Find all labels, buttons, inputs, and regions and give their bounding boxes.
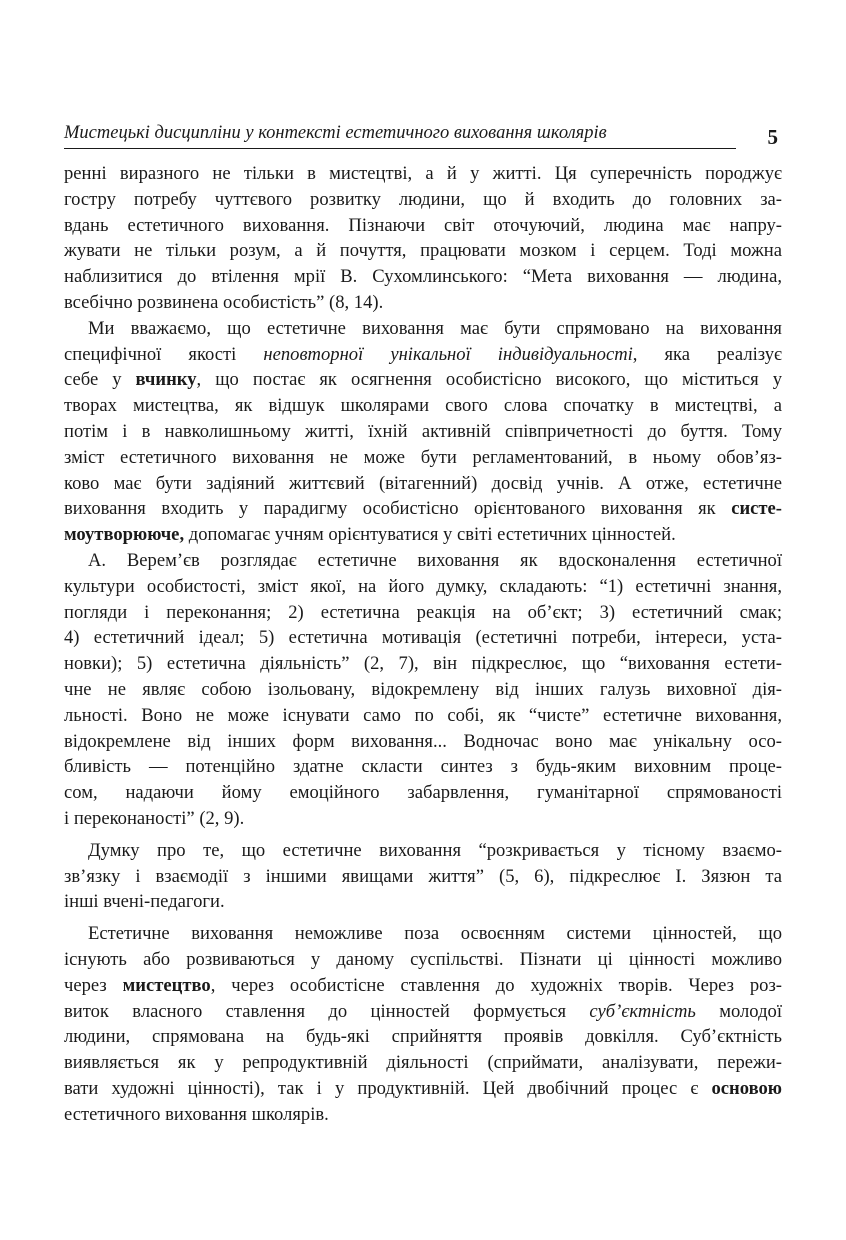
text-line: специфічної якості неповторної унікальної індивідуальності, яка реалізує — [64, 343, 782, 365]
bold-term: основою — [711, 1077, 782, 1099]
text-line: наблизитися до втілення мрії В. Сухомлинського: “Мета виховання — людина, — [64, 266, 782, 288]
text-line: ково має бути задіяний життєвий (вітагенний) досвід учнів. А отже, естетичне — [64, 472, 782, 494]
running-title: Мистецькі дисципліни у контексті естетичного виховання школярів — [64, 123, 607, 143]
text-line: виховання входить у парадигму особистісно орієнтованого виховання як систе- — [64, 498, 782, 520]
text-line: людини, спрямована на будь-які сприйняття проявів довкілля. Суб’єктність — [64, 1026, 782, 1048]
text-line: моутворююче, допомагає учням орієнтуватися у світі естетичних цінностей. — [64, 524, 676, 546]
paragraph — [64, 316, 782, 548]
text-line: Естетичне виховання неможливе поза освоєнням системи цінностей, що — [88, 923, 782, 945]
text-line: інші вчені-педагоги. — [64, 891, 225, 913]
text-line: Думку про те, що естетичне виховання “розкривається у тісному взаємо- — [88, 839, 782, 861]
text-line: культури особистості, зміст якої, на його думку, складають: “1) естетичні знання, — [64, 575, 782, 597]
text-line: всебічно розвинена особистість” (8, 14). — [64, 291, 384, 313]
text-line: виток власного ставлення до цінностей формується суб’єктність молодої — [64, 1000, 782, 1022]
text-line: естетичного виховання школярів. — [64, 1103, 329, 1125]
header-rule — [64, 148, 736, 149]
text-line: відокремлене від інших форм виховання... Водночас воно має унікальну осо- — [64, 730, 782, 752]
paragraph — [64, 838, 782, 915]
body-text — [64, 161, 782, 1127]
text-line: льності. Воно не може існувати само по собі, як “чисте” естетичне виховання, — [64, 704, 782, 726]
text-line: зв’язку і взаємодії з іншими явищами життя” (5, 6), підкреслює І. Зязюн та — [64, 865, 782, 887]
text-line: гостру потребу чуттєвого розвитку людини, що й входить до головних за- — [64, 188, 782, 210]
text-line: бливість — потенційно здатне скласти синтез з будь-яким виховним проце- — [64, 756, 782, 778]
page-number: 5 — [767, 125, 778, 149]
paragraph — [64, 548, 782, 832]
bold-term: моутворююче, — [64, 524, 185, 546]
text-line: Ми вважаємо, що естетичне виховання має бути спрямовано на виховання — [88, 317, 782, 339]
text-line: 4) естетичний ідеал; 5) естетична мотивація (естетичні потреби, інтереси, уста- — [64, 627, 782, 649]
bold-term: вчинку — [135, 369, 197, 391]
paragraph — [64, 921, 782, 1127]
text-line: вдань естетичного виховання. Пізнаючи світ оточуючий, людина має напру- — [64, 214, 782, 236]
bold-term: систе- — [731, 498, 782, 520]
running-header — [64, 121, 782, 155]
text-line: погляди і переконання; 2) естетична реакція на об’єкт; 3) естетичний смак; — [64, 601, 782, 623]
text-line: ренні виразного не тільки в мистецтві, а й у житті. Ця суперечність породжує — [64, 163, 782, 184]
text-line: зміст естетичного виховання не може бути регламентований, в ньому обов’яз- — [64, 446, 782, 468]
paragraph — [64, 161, 782, 316]
text-line: існують або розвиваються у даному суспільстві. Пізнати ці цінності можливо — [64, 948, 782, 970]
text-line: чне не являє собою ізольовану, відокремлену від інших галузь виховної дія- — [64, 678, 782, 700]
text-line: виявляється як у репродуктивній діяльності (сприймати, аналізувати, пережи- — [64, 1052, 782, 1074]
italic-term: неповторної унікальної індивідуальності — [263, 343, 633, 365]
text-line: і переконаності” (2, 9). — [64, 807, 245, 829]
bold-term: мистецтво — [122, 974, 211, 996]
text-line: творах мистецтва, як відшук школярами свого слова спочатку в мистецтві, а — [64, 395, 782, 417]
text-line: новки); 5) естетична діяльність” (2, 7), він підкреслює, що “виховання естети- — [64, 653, 782, 675]
text-line: потім і в навколишньому житті, їхній активній співпричетності до буття. Тому — [64, 420, 782, 442]
text-line: вати художні цінності), так і у продуктивній. Цей двобічний процес є основою — [64, 1077, 782, 1099]
text-line: себе у вчинку, що постає як осягнення особистісно високого, що міститься у — [64, 369, 782, 391]
text-line: жувати не тільки розум, а й почуття, працювати мозком і серцем. Тоді можна — [64, 240, 782, 262]
text-line: сом, надаючи йому емоційного забарвлення, гуманітарної спрямованості — [64, 782, 782, 804]
text-line: А. Верем’єв розглядає естетичне виховання як вдосконалення естетичної — [88, 549, 782, 571]
italic-term: суб’єктність — [589, 1000, 696, 1022]
text-line: через мистецтво, через особистісне ставлення до художніх творів. Через роз- — [64, 974, 783, 996]
